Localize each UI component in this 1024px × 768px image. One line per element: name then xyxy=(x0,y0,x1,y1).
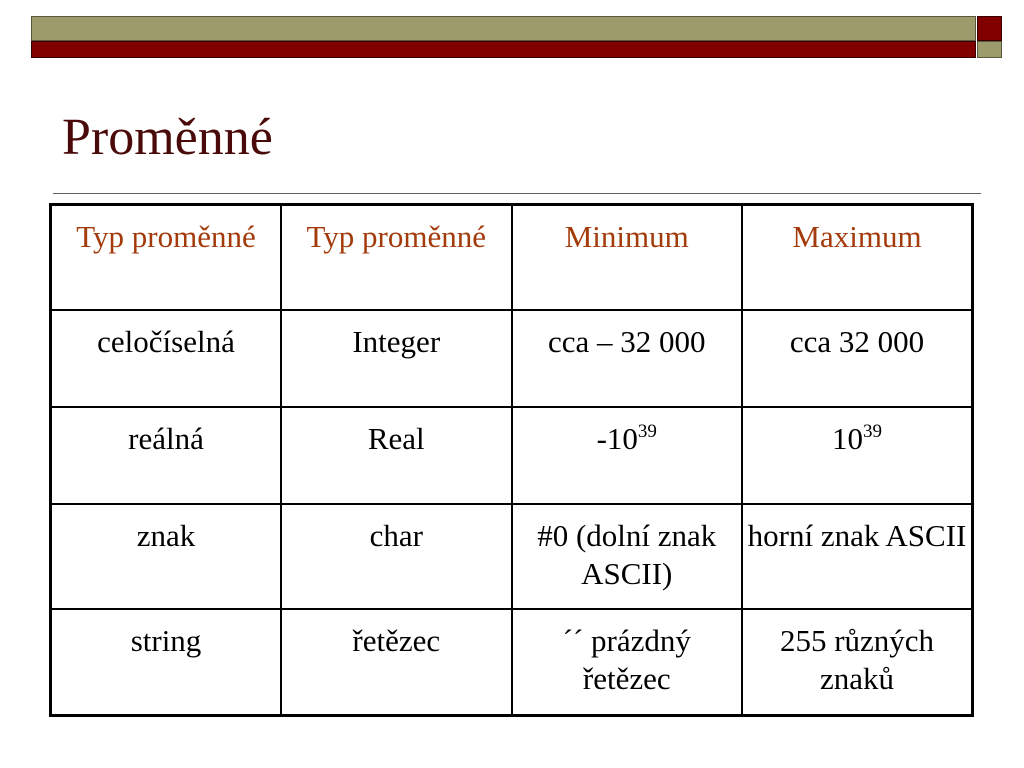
table-cell: horní znak ASCII xyxy=(742,504,973,609)
header-cell-variable-type-2: Typ proměnné xyxy=(281,205,512,310)
table-row xyxy=(51,609,973,716)
page-title: Proměnné xyxy=(62,109,273,166)
table-cell: string xyxy=(51,609,282,716)
table-cell: celočíselná xyxy=(51,310,282,407)
table-cell: řetězec xyxy=(281,609,512,716)
title-divider xyxy=(53,193,981,194)
variables-table xyxy=(49,203,974,717)
table-cell: cca 32 000 xyxy=(742,310,973,407)
header-cell-minimum: Minimum xyxy=(512,205,743,310)
table-cell: Real xyxy=(281,407,512,504)
table-cell: Integer xyxy=(281,310,512,407)
table-row xyxy=(51,504,973,609)
power-exponent: 39 xyxy=(863,420,882,442)
power-exponent: 39 xyxy=(637,420,657,442)
table-cell: znak xyxy=(51,504,282,609)
table-cell: cca – 32 000 xyxy=(512,310,743,407)
table-cell xyxy=(742,407,973,504)
table-cell: ´´ prázdný řetězec xyxy=(512,609,743,716)
table-row xyxy=(51,310,973,407)
table-row xyxy=(51,407,973,504)
top-olive-bar xyxy=(31,16,976,41)
table-cell: char xyxy=(281,504,512,609)
table-cell xyxy=(512,407,743,504)
header-cell-variable-type: Typ proměnné xyxy=(51,205,282,310)
power-base: 10 xyxy=(832,420,863,456)
header-cell-maximum: Maximum xyxy=(742,205,973,310)
power-base: -10 xyxy=(596,420,638,456)
table-cell: reálná xyxy=(51,407,282,504)
corner-olive-square xyxy=(977,41,1002,58)
top-red-bar xyxy=(31,41,976,58)
table-header-row xyxy=(51,205,973,310)
table-cell: #0 (dolní znak ASCII) xyxy=(512,504,743,609)
table-cell: 255 různých znaků xyxy=(742,609,973,716)
corner-red-square xyxy=(977,16,1002,41)
